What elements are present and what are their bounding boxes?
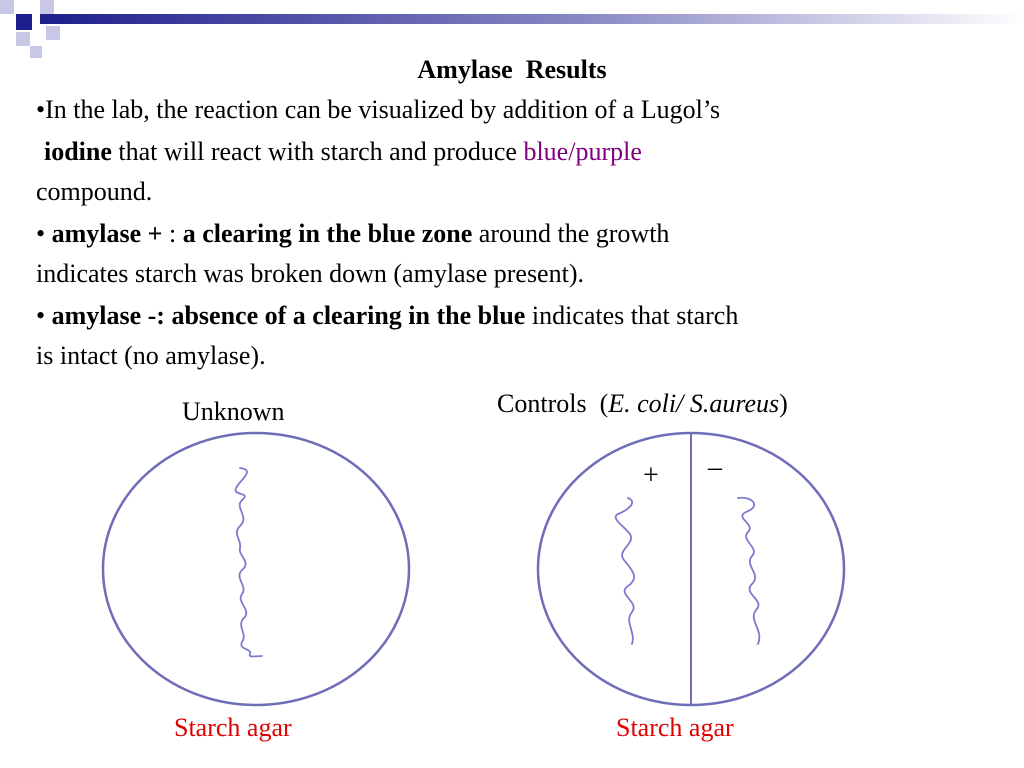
bullet2-separator: :: [162, 219, 183, 248]
controls-label: [497, 388, 788, 420]
left-plate-starch-agar-label: Starch agar: [174, 713, 292, 742]
controls-suffix: ): [779, 389, 788, 418]
bullet3-amylase-minus: amylase -: absence of a clearing in the blue: [51, 301, 526, 330]
bullet2-clearing: a clearing in the blue zone: [182, 219, 473, 248]
bullet1-line2-text: that will react with starch and produce: [111, 137, 524, 166]
controls-organisms: E. coli/ S.aureus: [608, 389, 780, 418]
unknown-plate: [103, 433, 409, 705]
bullet1-line1: •In the lab, the reaction can be visualized by addition of a Lugol’s: [36, 95, 721, 124]
controls-prefix: Controls (: [497, 389, 609, 418]
bullet2-marker: •: [36, 219, 52, 248]
bullet2-text: around the growth: [472, 219, 670, 248]
unknown-streak: [235, 468, 262, 657]
bullet1-blue-purple: blue/purple: [523, 137, 642, 166]
bullet3-marker: •: [36, 301, 52, 330]
bullet2-line2: indicates starch was broken down (amylase present).: [36, 259, 584, 288]
bullet2-amylase-plus: amylase +: [51, 219, 163, 248]
slide-title: Amylase Results: [417, 55, 607, 84]
negative-control-streak: [738, 498, 759, 644]
negative-control-label: –: [708, 452, 722, 483]
bullet3-text: indicates that starch: [525, 301, 739, 330]
bullet1-bold-iodine: iodine: [44, 137, 112, 166]
positive-control-label: +: [643, 460, 659, 491]
positive-control-streak: [616, 498, 635, 644]
right-plate-starch-agar-label: Starch agar: [616, 713, 734, 742]
unknown-label: Unknown: [182, 397, 285, 426]
bullet1-line3: compound.: [36, 177, 153, 206]
bullet3-line2: is intact (no amylase).: [36, 341, 266, 370]
